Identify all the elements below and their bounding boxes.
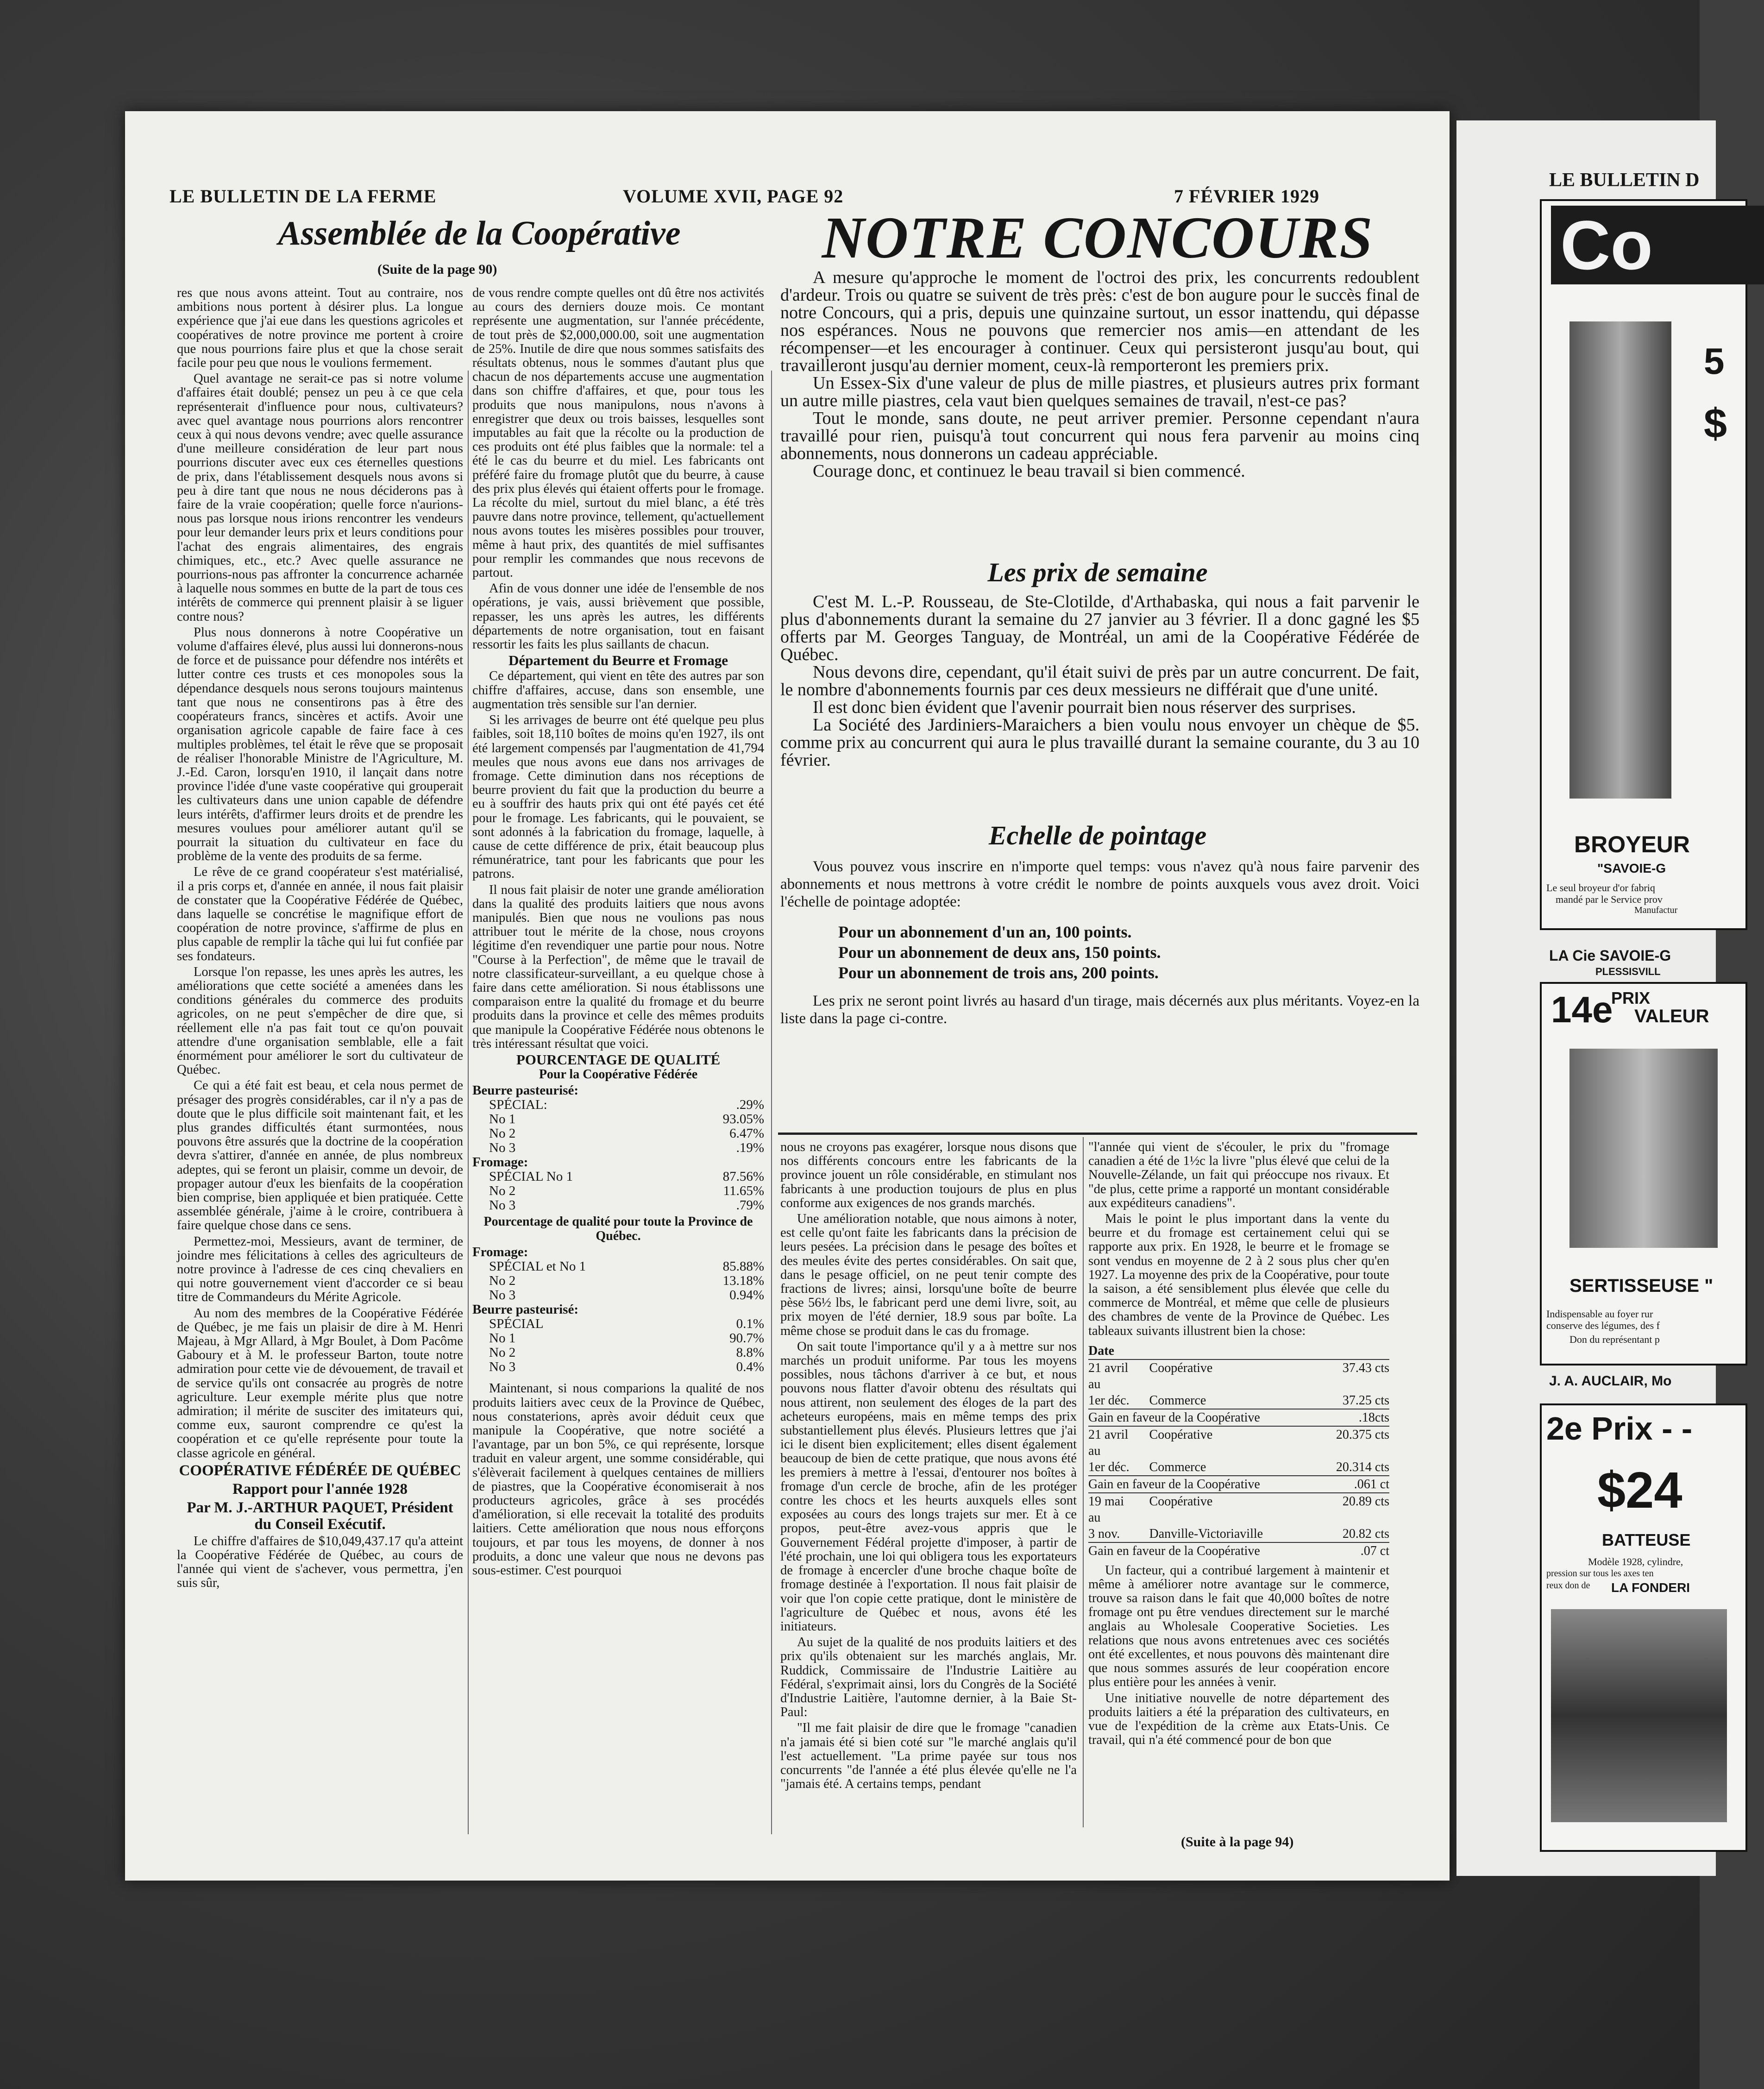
quality-table-cooperative <box>472 1083 764 1213</box>
issue-date: 7 FÉVRIER 1929 <box>1174 186 1320 207</box>
column-divider <box>468 371 469 1834</box>
price-gain-value: .18cts <box>1318 1409 1389 1426</box>
continued-from: (Suite de la page 90) <box>377 262 497 277</box>
weekly-prizes-heading: Les prix de semaine <box>987 557 1208 587</box>
ad-value-label: VALEUR <box>1634 1006 1709 1026</box>
points-two-years: Pour un abonnement de deux ans, 150 points. <box>838 943 1161 962</box>
quality-row <box>472 1198 764 1213</box>
price-row <box>1088 1459 1389 1476</box>
quality-value: 8.8% <box>736 1345 764 1360</box>
ad-maker: J. A. AUCLAIR, Mo <box>1549 1373 1672 1389</box>
quality-label: SPÉCIAL No 1 <box>489 1169 573 1184</box>
volume-page: VOLUME XVII, PAGE 92 <box>623 186 844 207</box>
column-divider <box>771 371 772 1834</box>
contest-intro <box>780 269 1419 480</box>
quality-value <box>690 1245 764 1259</box>
price-row <box>1088 1526 1389 1542</box>
ad-line: mandé par le Service prov <box>1556 893 1663 905</box>
left-article-title: Assemblée de la Coopérative <box>278 214 681 252</box>
quality-label: Beurre pasteurisé: <box>472 1083 578 1098</box>
price-value: 37.25 cts <box>1342 1393 1389 1408</box>
quality-row <box>472 1098 764 1112</box>
paragraph: Une amélioration notable, que nous aimons à noter, est celle qu'ont faite les fabricants dans la précision de leurs pesées. La précision dans le pesage des boîtes et des meules évite des pertes considérables. On sait que, dans le pesage officiel, on ne peut tenir compte des fractions de livres; ainsi, lorsqu'une boîte de beurre pèse 56½ lbs, le fabricant perd une demi livre, soit, au prix moyen de l'été dernier, 18.9 sous par boîte. La même chose se produit dans le cas du fromage. <box>780 1212 1077 1338</box>
price-value: 20.375 cts <box>1318 1426 1389 1443</box>
quality-row <box>472 1288 764 1302</box>
quality-label: SPÉCIAL et No 1 <box>489 1259 586 1274</box>
quality-row <box>472 1302 764 1317</box>
paragraph: Si les arrivages de beurre ont été quelque peu plus faibles, soit 18,110 boîtes de moins qu'en 1927, ils ont été largement compensés par l'augmentation de 41,794 meules que nous avons eue dans nos arrivages de fromage. Cette diminution dans nos réceptions de beurre provient du fait que la production du beurre a eu à souffrir des hauts prix qui ont été payés cet été pour le fromage. Les fabricants, qui le pouvaient, se sont adonnés à la fabrication du fromage, laquelle, à cause de cette différence de prix, était beaucoup plus rémunératrice, tant pour les fabricants que pour les patrons. <box>472 713 764 881</box>
quality-value: 11.65% <box>723 1183 764 1199</box>
quality-value: 93.05% <box>722 1112 764 1127</box>
price-date: 1er déc. <box>1088 1393 1130 1408</box>
price-date: 3 nov. <box>1088 1526 1120 1541</box>
quality-value: 6.47% <box>729 1126 764 1141</box>
price-source <box>1149 1443 1318 1459</box>
price-date: au <box>1088 1377 1101 1391</box>
paragraph: A mesure qu'approche le moment de l'octroi des prix, les concurrents redoublent d'ardeur. Trois ou quatre se suivent de très près: c'est de bon augure pour le succès final de notre Concours, qui a pris, depuis une quinzaine surtout, un essor inattendu, qui dépasse nos espérances. Nous ne pouvons que remercier nos amis—en attendant de les récompenser—et les encourager à continuer. Ceux qui persisteront jusqu'au bout, qui travailleront jusqu'au dernier moment, ceux-là remporteront les premiers prix. <box>780 268 1419 375</box>
price-gain-label: Gain en faveur de la Coopérative <box>1088 1476 1318 1493</box>
ad-prix-label: PRIX <box>1611 988 1651 1007</box>
paragraph: Courage donc, et continuez le beau travail si bien commencé. <box>813 461 1245 481</box>
quality-label: Beurre pasteurisé: <box>472 1302 578 1317</box>
grinder-illustration <box>1569 321 1671 799</box>
ad-logo: Co <box>1551 206 1764 284</box>
paragraph: Ce qui a été fait est beau, et cela nous permet de présager des progrès considérables, car il n'y a pas de doute que le plus difficile soit maintenant fait, et les plus grandes difficultés étant surmontées, nous pouvons être assurés que la doctrine de la coopération devra s'attirer, d'année en année, de plus nombreux adeptes, qui se feront un plaisir, comme un devoir, de propager autour d'eux les bienfaits de la coopération bien comprise, bien appliquée et bien pratiquée. Cette assemblée générale, j'aime à le croire, contribuera à faire quelque chose dans ce sens. <box>177 1078 463 1233</box>
weekly-prizes-text <box>780 593 1419 769</box>
quality-value: .19% <box>736 1140 764 1156</box>
paragraph: Tout le monde, sans doute, ne peut arriver premier. Personne cependant n'aura travaillé pour rien, puisqu'à tout concurrent qui nous fera parvenir au moins cinq abonnements, nous donnerons un cadeau appréciable. <box>780 409 1419 463</box>
price-value: 20.89 cts <box>1318 1493 1389 1510</box>
quality-label: No 3 <box>489 1359 516 1375</box>
quality-label: No 1 <box>489 1112 516 1127</box>
ad-dollar: $ <box>1704 401 1727 447</box>
quality-row <box>472 1259 764 1274</box>
price-source: Commerce <box>1149 1393 1206 1408</box>
paragraph: Quel avantage ne serait-ce pas si notre volume d'affaires était doublé; pensez un peu à ce que cela représenterait d'influence pour nous, cultivateurs? avec quel avantage nous pourrions alors rencontrer ceux à qui nous devons vendre; avec quelle assurance d'une meilleure considération de leur part nous pourrions discuter avec eux ces éternelles questions de prix, dans l'établissement desquels nous avons si peu à dire tant que nous ne nous déciderons pas à faire de la vraie coopération; quelle force n'aurions-nous pas lorsque nous irions rencontrer les vendeurs pour leur demander leurs prix et leurs conditions pour l'achat des engrais alimentaires, des engrais chimiques, etc., etc.? Avec quelle assurance ne pourrions-nous pas affronter la concurrence acharnée à laquelle nous sommes en butte de la part de tous ces intérêts de commerce qui prennent plaisir à se liguer contre nous? <box>177 371 463 624</box>
paragraph: Maintenant, si nous comparions la qualité de nos produits laitiers avec ceux de la Province de Québec, nous constaterions, après avoir déduit ceux que manipule la Coopérative, que notre société a l'avantage, par un bon 5%, ce qui représente, lorsque traduit en valeur argent, une somme considérable, qui s'élèverait facilement à quelques centaines de milliers de piastres, que la Coopérative économiserait à nos producteurs agricoles, grâce à ses procédés d'amélioration, si elle recevait la totalité des produits laitiers. Cette amélioration que nous nous efforçons toujours, et par tous les moyens, de donner à nos produits, a donc une valeur que nous ne devons pas sous-estimer. C'est pourquoi <box>472 1381 764 1578</box>
points-three-years: Pour un abonnement de trois ans, 200 points. <box>838 963 1159 982</box>
report-author: Par M. J.-ARTHUR PAQUET, Président du Conseil Exécutif. <box>187 1499 453 1533</box>
quality-value: .29% <box>736 1097 764 1113</box>
paragraph: Un Essex-Six d'une valeur de plus de mille piastres, et plusieurs autres prix formant un autre mille piastres, cela vaut bien quelques semaines de travail, n'est-ce pas? <box>780 373 1419 410</box>
ad-rank: 2e Prix - - <box>1546 1410 1693 1447</box>
ad-amount: $24 <box>1597 1462 1682 1519</box>
price-row <box>1088 1493 1389 1510</box>
ad-line: reux don de <box>1546 1580 1590 1591</box>
quality-row <box>472 1184 764 1198</box>
quality-value <box>690 1083 764 1098</box>
paragraph: Mais le point le plus important dans la vente du beurre et du fromage est certainement celui qui se rapporte aux prix. En 1928, le beurre et le fromage se sont vendus en moyenne de 2 à 2 sous plus cher qu'en 1927. La moyenne des prix de la Coopérative, pour toute la saison, a été sensiblement plus élevée que celle du commerce de Montréal, et même que celle de plusieurs des chambres de vente de la Province de Québec. Les tableaux suivants illustrent bien la chose: <box>1088 1212 1389 1338</box>
ad-line: Manufactur <box>1634 905 1678 915</box>
price-date: 19 mai <box>1088 1493 1149 1510</box>
ad-rank: 14e <box>1551 989 1613 1030</box>
paragraph: Plus nous donnerons à notre Coopérative un volume d'affaires élevé, plus aussi lui donnerons-nous de force et de puissance pour défendre nos intérêts et lutter contre ces trusts et ces monopoles sous la dépendance desquels nous serons toujours maintenus tant que nous ne consentirons pas à être des coopérateurs francs, sincères et actifs. Avoir une organisation agricole capable de faire face à ces multiples problèmes, tel était le rêve que se proposait de réaliser l'honorable Ministre de l'Agriculture, M. J.-Ed. Caron, lorsqu'en 1910, il lançait dans notre province l'idée d'une vaste coopérative qui grouperait les cultivateurs dans une union capable de défendre leurs intérêts, d'affirmer leurs droits et de prendre les mesures voulues pour améliorer autant qu'il se pourrait la situation du cultivateur en face du problème de la vente des produits de sa ferme. <box>177 625 463 864</box>
quality-row <box>472 1331 764 1346</box>
price-date: 21 avril <box>1088 1359 1149 1376</box>
ad-maker: LA Cie SAVOIE-G <box>1549 947 1671 964</box>
paragraph: "Il me fait plaisir de dire que le fromage "canadien n'a jamais été si bien coté sur "le marché anglais qu'il l'est actuellement. "La prime payée sur tous nos concurrents "de l'année a été plus élevée qu'elle ne l'a "jamais été. A certains temps, pendant <box>780 1721 1077 1792</box>
quality-label: No 3 <box>489 1140 516 1156</box>
price-gain-value: .07 ct <box>1318 1542 1389 1559</box>
quality-row <box>472 1155 764 1170</box>
quality-value <box>690 1155 764 1170</box>
quality-label: No 1 <box>489 1331 516 1346</box>
quality-row <box>472 1126 764 1141</box>
ad-line: Modèle 1928, cylindre, <box>1588 1556 1683 1567</box>
quality-row <box>472 1141 764 1155</box>
article-column-1 <box>177 286 463 1829</box>
paragraph: "l'année qui vient de s'écouler, le prix du "fromage canadien a été de 1½c la livre "plus élevé que celui de la Nouvelle-Zélande, un fait qui préoccupe nos rivaux. Et "de plus, cette prime a rapporté un montant considérable aux expéditeurs canadiens". <box>1088 1140 1389 1210</box>
paragraph: nous ne croyons pas exagérer, lorsque nous disons que nos différents concours entre les fabricants de la province jouent un rôle considérable, en stimulant nos fabricants à une production toujours de plus en plus conforme aux exigences de nos grands marchés. <box>780 1140 1077 1210</box>
quality-value: 90.7% <box>729 1331 764 1346</box>
quality-label: No 2 <box>489 1273 516 1289</box>
price-gain-label: Gain en faveur de la Coopérative <box>1088 1542 1318 1559</box>
price-row <box>1088 1359 1389 1376</box>
paragraph: Il nous fait plaisir de noter une grande amélioration dans la qualité des produits laitiers que nous avons manipulés. Bien que nous ne voulions pas nous attribuer tout le mérite de la chose, nous croyons légitime d'en revendiquer une partie pour nous. Notre "Course à la Perfection", de même que le travail de notre classificateur-surveillant, a eu quelque chose à faire dans cette amélioration. Si nous établissons une comparaison entre la qualité du fromage et du beurre produits dans la province et celle des mêmes produits que manipule la Coopérative Fédérée nous obtenons le très intéressant résultat que voici. <box>472 882 764 1051</box>
quality-value: .79% <box>736 1198 764 1213</box>
quality-table-subtitle: Pour la Coopérative Fédérée <box>539 1067 698 1082</box>
points-one-year: Pour un abonnement d'un an, 100 points. <box>838 923 1132 941</box>
price-gain-value: .061 ct <box>1318 1476 1389 1493</box>
ad-product: BROYEUR <box>1574 831 1690 857</box>
quality-row <box>472 1170 764 1184</box>
paragraph: Le rêve de ce grand coopérateur s'est matérialisé, il a pris corps et, d'année en année, il nous fait plaisir de constater que la Coopérative Fédérée de Québec, dans laquelle se concrétise le magnifique effort de coopération de notre province, s'affirme de plus en plus capable de remplir la tâche qui lui fut confiée par ses fondateurs. <box>177 865 463 963</box>
quality-row <box>472 1245 764 1259</box>
price-row <box>1088 1476 1389 1493</box>
report-subheading: Rapport pour l'année 1928 <box>232 1480 408 1498</box>
report-heading: COOPÉRATIVE FÉDÉRÉE DE QUÉBEC <box>179 1462 461 1479</box>
quality-label: Fromage: <box>472 1245 528 1260</box>
facing-page-header: LE BULLETIN D <box>1549 170 1700 191</box>
price-row <box>1088 1426 1389 1443</box>
quality-row <box>472 1360 764 1374</box>
quality-table-province <box>472 1245 764 1374</box>
price-source: Coopérative <box>1149 1359 1318 1376</box>
paragraph: Au sujet de la qualité de nos produits laitiers et des prix qu'ils obtenaient sur les marchés anglais, Mr. Ruddick, Commissaire de l'Industrie Laitière au Fédéral, s'exprimait ainsi, lors du Congrès de la Société d'Industrie Laitière, l'automne dernier, à la Baie St-Paul: <box>780 1635 1077 1720</box>
ad-maker: LA FONDERI <box>1611 1580 1690 1595</box>
quality-label: No 2 <box>489 1345 516 1360</box>
price-row <box>1088 1510 1389 1526</box>
quality-value: 0.1% <box>736 1316 764 1332</box>
price-row <box>1088 1376 1389 1392</box>
ad-product: SERTISSEUSE " <box>1569 1276 1714 1296</box>
paragraph: Il est donc bien évident que l'avenir pourrait bien nous réserver des surprises. <box>813 698 1356 717</box>
price-row <box>1088 1542 1389 1559</box>
table-header: Date <box>1088 1343 1114 1358</box>
price-value <box>1318 1443 1389 1459</box>
price-value: 20.82 cts <box>1342 1526 1389 1541</box>
facing-page <box>1456 120 1727 1876</box>
quality-label: No 3 <box>489 1198 516 1213</box>
quality-label: No 2 <box>489 1126 516 1141</box>
paragraph: Au nom des membres de la Coopérative Fédérée de Québec, je me fais un plaisir de dire à M. Henri Majeau, à Mgr Allard, à Mgr Boulet, à Dom Pacôme Gaboury et à M. le professeur Barton, toute notre admiration pour cette vie de dévouement, de travail et de service qu'ils ont consacrée au progrès de notre agriculture. Leur exemple mérite plus que notre admiration; il mérite de susciter des imitateurs qui, comme eux, sauront comprendre ce qu'est la coopération et ce qu'elle représente pour toute la classe agricole en général. <box>177 1306 463 1460</box>
article-column-4 <box>1088 1140 1389 1821</box>
paragraph: Afin de vous donner une idée de l'ensemble de nos opérations, je vais, aussi brièvement que possible, repasser, les uns après les autres, les différents départements de notre organisation, tout en faisant ressortir les faits les plus saillants de chacun. <box>472 581 764 652</box>
points-list <box>838 922 1161 983</box>
department-heading: Département du Beurre et Fromage <box>508 652 728 669</box>
quality-label: No 3 <box>489 1288 516 1303</box>
price-date: 21 avril <box>1088 1426 1149 1443</box>
article-column-2 <box>472 286 764 1829</box>
price-date: 1er déc. <box>1088 1460 1130 1474</box>
price-source: Coopérative <box>1149 1493 1318 1510</box>
price-value: 37.43 cts <box>1318 1359 1389 1376</box>
paragraph: Permettez-moi, Messieurs, avant de terminer, de joindre mes félicitations à celles des agriculteurs de notre province à l'adresse de ces cinq chevaliers en qui notre gouvernement vient d'accorder ce si beau titre de Commandeurs du Mérite Agricole. <box>177 1234 463 1305</box>
paragraph: C'est M. L.-P. Rousseau, de Ste-Clotilde, d'Arthabaska, qui nous a fait parvenir le plus d'abonnements durant la semaine du 27 janvier au 3 février. Il a donc gagné les $5 offerts par M. Georges Tanguay, de Montréal, un ami de la Coopérative Fédérée de Québec. <box>780 592 1419 664</box>
paragraph: Ce département, qui vient en tête des autres par son chiffre d'affaires, accuse, dans son ensemble, une augmentation très sensible sur l'an dernier. <box>472 669 764 711</box>
quality-value: 85.88% <box>722 1259 764 1274</box>
quality-label: SPÉCIAL <box>489 1316 544 1332</box>
price-comparison-table <box>1088 1343 1389 1559</box>
quality-value: 87.56% <box>722 1169 764 1184</box>
paragraph: La Société des Jardiniers-Maraichers a bien voulu nous envoyer un chèque de $5. comme prix au concurrent qui aura le plus travaillé durant la semaine courante, du 3 au 10 février. <box>780 715 1419 770</box>
thresher-illustration <box>1551 1609 1727 1822</box>
newspaper-page <box>125 111 1450 1881</box>
price-source: Commerce <box>1149 1460 1206 1474</box>
contest-title: NOTRE CONCOURS <box>822 205 1374 271</box>
price-source <box>1149 1510 1318 1526</box>
paragraph: Les prix ne seront point livrés au hasard d'un tirage, mais décernés aux plus méritants. Voyez-en la liste dans la page ci-contre. <box>780 993 1419 1027</box>
paragraph: Nous devons dire, cependant, qu'il était suivi de près par un autre concurrent. De fait, le nombre d'abonnements fournis par ces deux messieurs ne différait que d'une unité. <box>780 662 1419 699</box>
section-rule <box>778 1133 1417 1135</box>
price-value: 20.314 cts <box>1336 1460 1389 1474</box>
quality-table-title: POURCENTAGE DE QUALITÉ <box>516 1051 721 1068</box>
ad-line: pression sur tous les axes ten <box>1546 1568 1654 1579</box>
price-gain-label: Gain en faveur de la Coopérative <box>1088 1409 1318 1426</box>
contest-closing <box>780 992 1419 1027</box>
quality-value: 0.94% <box>729 1288 764 1303</box>
quality-label: SPÉCIAL: <box>489 1097 547 1113</box>
price-row <box>1088 1443 1389 1459</box>
ad-line: Don du représentant p <box>1569 1334 1660 1345</box>
quality-table-2-title: Pourcentage de qualité pour toute la Province de Québec. <box>483 1214 753 1244</box>
quality-label: Fromage: <box>472 1155 528 1170</box>
price-date: au <box>1088 1443 1101 1458</box>
ad-city: PLESSISVILL <box>1595 966 1661 977</box>
column-divider <box>1083 1137 1084 1827</box>
ad-batteuse <box>1540 1403 1747 1852</box>
paragraph: Le chiffre d'affaires de $10,049,437.17 qu'a atteint la Coopérative Fédérée de Québec, au cours de l'année qui vient de s'achever, vous permettra, j'en suis sûr, <box>177 1534 463 1591</box>
price-date: au <box>1088 1510 1101 1525</box>
ad-broyeur <box>1540 199 1747 930</box>
ad-line: Indispensable au foyer rur <box>1546 1308 1653 1320</box>
paragraph: Lorsque l'on repasse, les unes après les autres, les améliorations que cette société a amenées dans les conditions générales du commerce des produits agricoles, on ne peut s'empêcher de dire que, si réellement elle n'a pas fait tout ce qu'on pouvait attendre d'une organisation semblable, elle a fait énormément pour améliorer le sort du cultivateur de Québec. <box>177 964 463 1077</box>
paragraph: res que nous avons atteint. Tout au contraire, nos ambitions nous portent à désirer plus. La longue expérience que j'ai eue dans les questions agricoles et coopératives de notre province me portent à croire que nous pourrions faire plus et que la chose serait facile pour peu que nous le voulions fermement. <box>177 286 463 371</box>
quality-row <box>472 1346 764 1360</box>
continued-to: (Suite à la page 94) <box>1181 1834 1294 1850</box>
ad-sertisseuse <box>1540 982 1747 1365</box>
sealer-illustration <box>1569 1049 1718 1248</box>
paragraph: de vous rendre compte quelles ont dû être nos activités au cours des derniers douze mois. Ce montant représente une augmentation, sur l'année précédente, de tout près de $2,000,000.00, soit une augmentation de 25%. Inutile de dire que nous sommes satisfaits des résultats obtenus, nous le sommes d'autant plus que chacun de nos départements accuse une augmentation dans son chiffre d'affaires, et que, pour tous les produits que nous manipulons, nous n'avons à enregistrer que deux ou trois baisses, lesquelles sont imputables au fait que la récolte ou la production de ces produits ont été plus faibles que la normale: tel a été le cas du beurre et du miel. Les fabricants ont préféré faire du fromage plutôt que du beurre, à cause des prix plus élevés qui étaient offerts pour le fromage. La récolte du miel, surtout du miel blanc, a été très pauvre dans notre province, tellement, qu'actuellement nous avons toutes les misères possibles pour trouver, même à haut prix, des quantités de miel suffisantes pour remplir les commandes que nous recevons de partout. <box>472 286 764 580</box>
price-source: Danville-Victoriaville <box>1149 1526 1263 1541</box>
price-value <box>1318 1510 1389 1526</box>
ad-line: Le seul broyeur d'or fabriq <box>1546 882 1655 893</box>
quality-value <box>690 1302 764 1317</box>
quality-row <box>472 1317 764 1331</box>
price-source <box>1149 1376 1318 1392</box>
article-column-3 <box>780 1140 1077 1835</box>
paragraph: Un facteur, qui a contribué largement à maintenir et même à améliorer notre avantage sur le commerce, trouve sa raison dans le fait que 40,000 boîtes de notre fromage ont pu être vendues directement sur le marché anglais au Wholesale Cooperative Societies. Les relations que nous avons entretenues avec ces sociétés ont été excellentes, et nous pouvons dès maintenant dire que nous sommes assurés de leur coopération encore plus entière pour les années à venir. <box>1088 1563 1389 1690</box>
price-value <box>1318 1376 1389 1392</box>
price-source: Coopérative <box>1149 1426 1318 1443</box>
points-scale-intro <box>780 858 1419 911</box>
ad-line: conserve des légumes, des f <box>1546 1320 1660 1331</box>
price-row <box>1088 1392 1389 1409</box>
price-row <box>1088 1409 1389 1426</box>
quality-row <box>472 1112 764 1126</box>
quality-value: 13.18% <box>722 1273 764 1289</box>
paper-name: LE BULLETIN DE LA FERME <box>169 186 437 207</box>
paragraph: Une initiative nouvelle de notre département des produits laitiers a été la préparation des cultivateurs, en vue de l'expédition de la crème aux Etats-Unis. Ce travail, qui n'a été commencé pour de bon que <box>1088 1691 1389 1748</box>
ad-product-sub: "SAVOIE-G <box>1597 861 1666 875</box>
points-scale-heading: Echelle de pointage <box>988 820 1207 850</box>
quality-value: 0.4% <box>736 1359 764 1375</box>
ad-number: 5 <box>1704 340 1725 382</box>
paragraph: On sait toute l'importance qu'il y a à mettre sur nos marchés un produit uniforme. Par tous les moyens possibles, nous tâchons d'arriver à ce but, et nous pouvons nous flatter d'avoir obtenu des résultats qui nous attirent, non seulement des éloges de la part des acheteurs européens, mais en même temps des prix substantiellement plus élevés. Plusieurs lettres que j'ai ici le disent bien explicitement; elles disent également beaucoup de bien de cette pratique, que nous avons été les premiers à mettre à l'essai, d'entourer nos boîtes à fromage d'un cercle de broche, afin de les protéger contre les chocs et les heurts auxquels elles sont exposées au cours des longs trajets sur mer. Et à ce propos, peut-être avez-vous appris que le Gouvernement Fédéral projette d'imposer, à partir de l'été prochain, une loi qui obligera tous les exportateurs de fromage à encercler d'une broche chaque boîte de fromage destinée à l'exportation. Il nous fait plaisir de voir que l'on copie cette pratique, dont le ministère de l'agriculture de Québec et nous, avons été les initiateurs. <box>780 1339 1077 1634</box>
quality-label: No 2 <box>489 1183 516 1199</box>
quality-row <box>472 1274 764 1288</box>
quality-row <box>472 1083 764 1098</box>
ad-product: BATTEUSE <box>1602 1530 1691 1549</box>
paragraph: Vous pouvez vous inscrire en n'importe quel temps: vous n'avez qu'à nous faire parvenir des abonnements et nous mettrons à votre crédit le nombre de points auxquels vous avez droit. Voici l'échelle de pointage adoptée: <box>780 858 1419 910</box>
